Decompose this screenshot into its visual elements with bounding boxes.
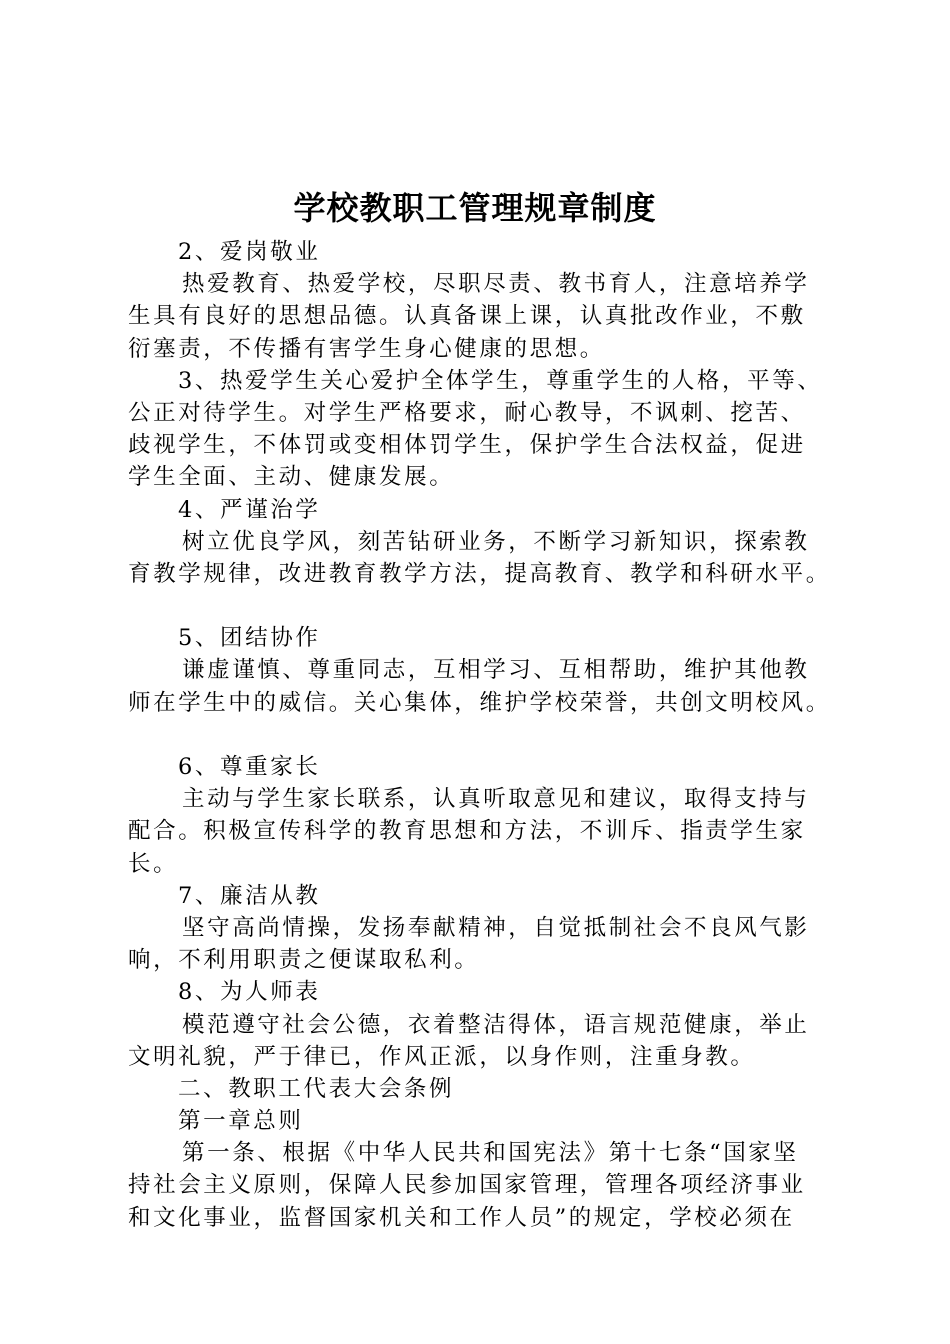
section-heading-line: 2、爱岗敬业 [178, 239, 321, 265]
paragraph-line: 和文化事业，监督国家机关和工作人员”的规定，学校必须在 [128, 1204, 795, 1231]
paragraph-line: 持社会主义原则，保障人民参加国家管理，管理各项经济事业 [128, 1172, 806, 1199]
paragraph-line: 文明礼貌，严于律已，作风正派，以身作则，注重身教。 [128, 1043, 756, 1070]
paragraph-line: 生具有良好的思想品德。认真备课上课，认真批改作业，不敷 [128, 303, 806, 330]
section-heading-line: 7、廉洁从教 [178, 882, 321, 909]
paragraph-line: 配合。积极宣传科学的教育思想和方法，不训斥、指责学生家 [128, 818, 806, 845]
document-body [128, 236, 848, 1234]
section-heading-line: 3、热爱学生关心爱护全体学生，尊重学生的人格，平等、 [178, 367, 823, 394]
paragraph-line: 公正对待学生。对学生严格要求，耐心教导，不讽刺、挖苦、 [128, 399, 806, 426]
section-heading-line: 8、为人师表 [178, 979, 321, 1006]
section-heading-line: 5、团结协作 [178, 625, 321, 652]
section-heading-line: 第一章总则 [178, 1108, 304, 1135]
paragraph-line: 响，不利用职责之便谋取私利。 [128, 947, 480, 974]
blank-line [128, 719, 848, 751]
paragraph-line: 师在学生中的威信。关心集体，维护学校荣誉，共创文明校风。 [128, 689, 831, 716]
section-heading-line: 6、尊重家长 [178, 754, 321, 780]
paragraph-line: 育教学规律，改进教育教学方法，提高教育、教学和科研水平。 [128, 560, 831, 587]
blank-line [128, 590, 848, 622]
paragraph-line: 衍塞责，不传播有害学生身心健康的思想。 [128, 335, 605, 362]
paragraph-line: 学生全面、主动、健康发展。 [128, 464, 455, 491]
paragraph-line: 第一条、根据《中华人民共和国宪法》第十七条“国家坚 [182, 1140, 799, 1167]
section-heading-line: 4、严谨治学 [178, 496, 321, 523]
paragraph-line: 树立优良学风，刻苦钻研业务，不断学习新知识，探索教 [182, 528, 810, 555]
paragraph-line: 长。 [128, 850, 179, 877]
paragraph-line: 热爱教育、热爱学校，尽职尽责、教书育人，注意培养学 [182, 271, 810, 298]
paragraph-line: 谦虚谨慎、尊重同志，互相学习、互相帮助，维护其他教 [182, 657, 810, 684]
document-title: 学校教职工管理规章制度 [293, 189, 657, 227]
paragraph-line: 坚守高尚情操，发扬奉献精神，自觉抵制社会不良风气影 [182, 914, 810, 941]
paragraph-line: 歧视学生，不体罚或变相体罚学生，保护学生合法权益，促进 [128, 432, 806, 459]
paragraph-line: 模范遵守社会公德，衣着整洁得体，语言规范健康，举止 [182, 1011, 810, 1038]
paragraph-line: 主动与学生家长联系，认真听取意见和建议，取得支持与 [182, 786, 810, 813]
section-heading-line: 二、教职工代表大会条例 [178, 1075, 455, 1102]
